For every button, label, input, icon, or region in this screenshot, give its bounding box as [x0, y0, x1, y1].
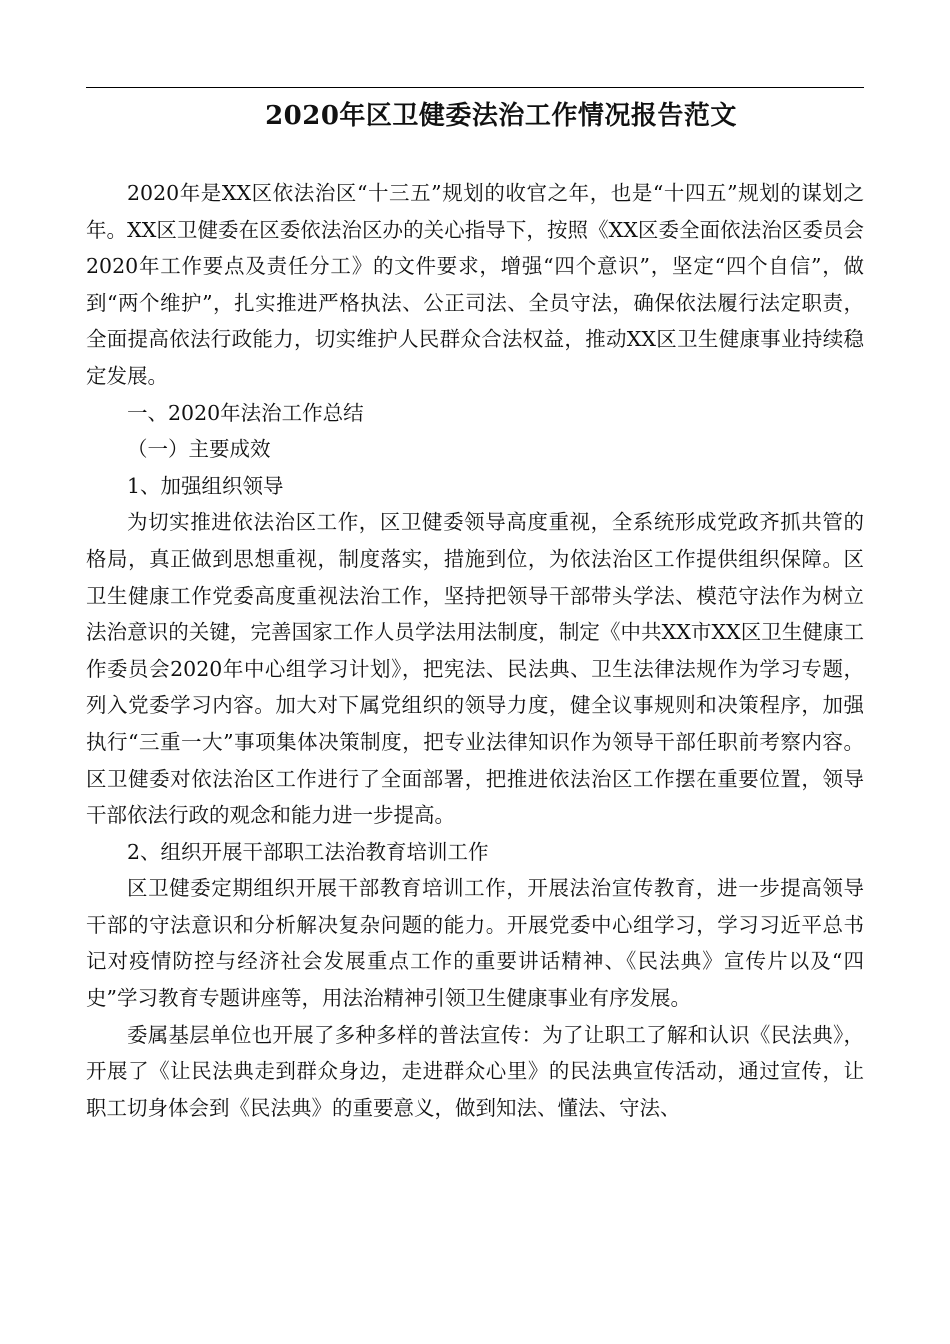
body-paragraph: 委属基层单位也开展了多种多样的普法宣传：为了让职工了解和认识《民法典》，开展了《让民法典走到群众身边，走进群众心里》的民法典宣传活动，通过宣传，让职工切身体会到《民法典》的重要意义，做到知法、懂法、守法、 — [86, 1022, 864, 1120]
item-heading-1: 1、加强组织领导 — [127, 473, 284, 498]
document-title: 2020年区卫健委法治工作情况报告范文 — [265, 101, 737, 131]
subsection-heading: （一）主要成效 — [127, 437, 271, 462]
body-paragraph: 为切实推进依法治区工作，区卫健委领导高度重视，全系统形成党政齐抓共管的格局，真正做到思想重视，制度落实，措施到位，为依法治区工作提供组织保障。区卫生健康工作党委高度重视法治工作，坚持把领导干部带头学法、模范守法作为树立法治意识的关键，完善国家工作人员学法用法制度，制定《中共XX市XX区卫生健康工作委员会2020年中心组学习计划》，把宪法、民法典、卫生法律法规作为学习专题，列入党委学习内容。加大对下属党组织的领导力度，健全议事规则和决策程序，加强执行“三重一大”事项集体决策制度，把专业法律知识作为领导干部任职前考察内容。区卫健委对依法治区工作进行了全面部署，把推进依法治区工作摆在重要位置，领导干部依法行政的观念和能力进一步提高。 — [86, 510, 864, 828]
body-paragraph: 区卫健委定期组织开展干部教育培训工作，开展法治宣传教育，进一步提高领导干部的守法意识和分析解决复杂问题的能力。开展党委中心组学习，学习习近平总书记对疫情防控与经济社会发展重点工作的重要讲话精神、《民法典》宣传片以及“四史”学习教育专题讲座等，用法治精神引领卫生健康事业有序发展。 — [86, 876, 864, 1011]
intro-paragraph: 2020年是XX区依法治区“十三五”规划的收官之年，也是“十四五”规划的谋划之年。XX区卫健委在区委依法治区办的关心指导下，按照《XX区委全面依法治区委员会2020年工作要点及责任分工》的文件要求，增强“四个意识”，坚定“四个自信”，做到“两个维护”，扎实推进严格执法、公正司法、全员守法，确保依法履行法定职责，全面提高依法行政能力，切实维护人民群众合法权益，推动XX区卫生健康事业持续稳定发展。 — [86, 181, 864, 388]
section-heading: 一、2020年法治工作总结 — [127, 400, 364, 425]
document-body — [86, 175, 864, 1126]
header-rule — [86, 87, 864, 88]
item-heading-2: 2、组织开展干部职工法治教育培训工作 — [127, 839, 489, 864]
